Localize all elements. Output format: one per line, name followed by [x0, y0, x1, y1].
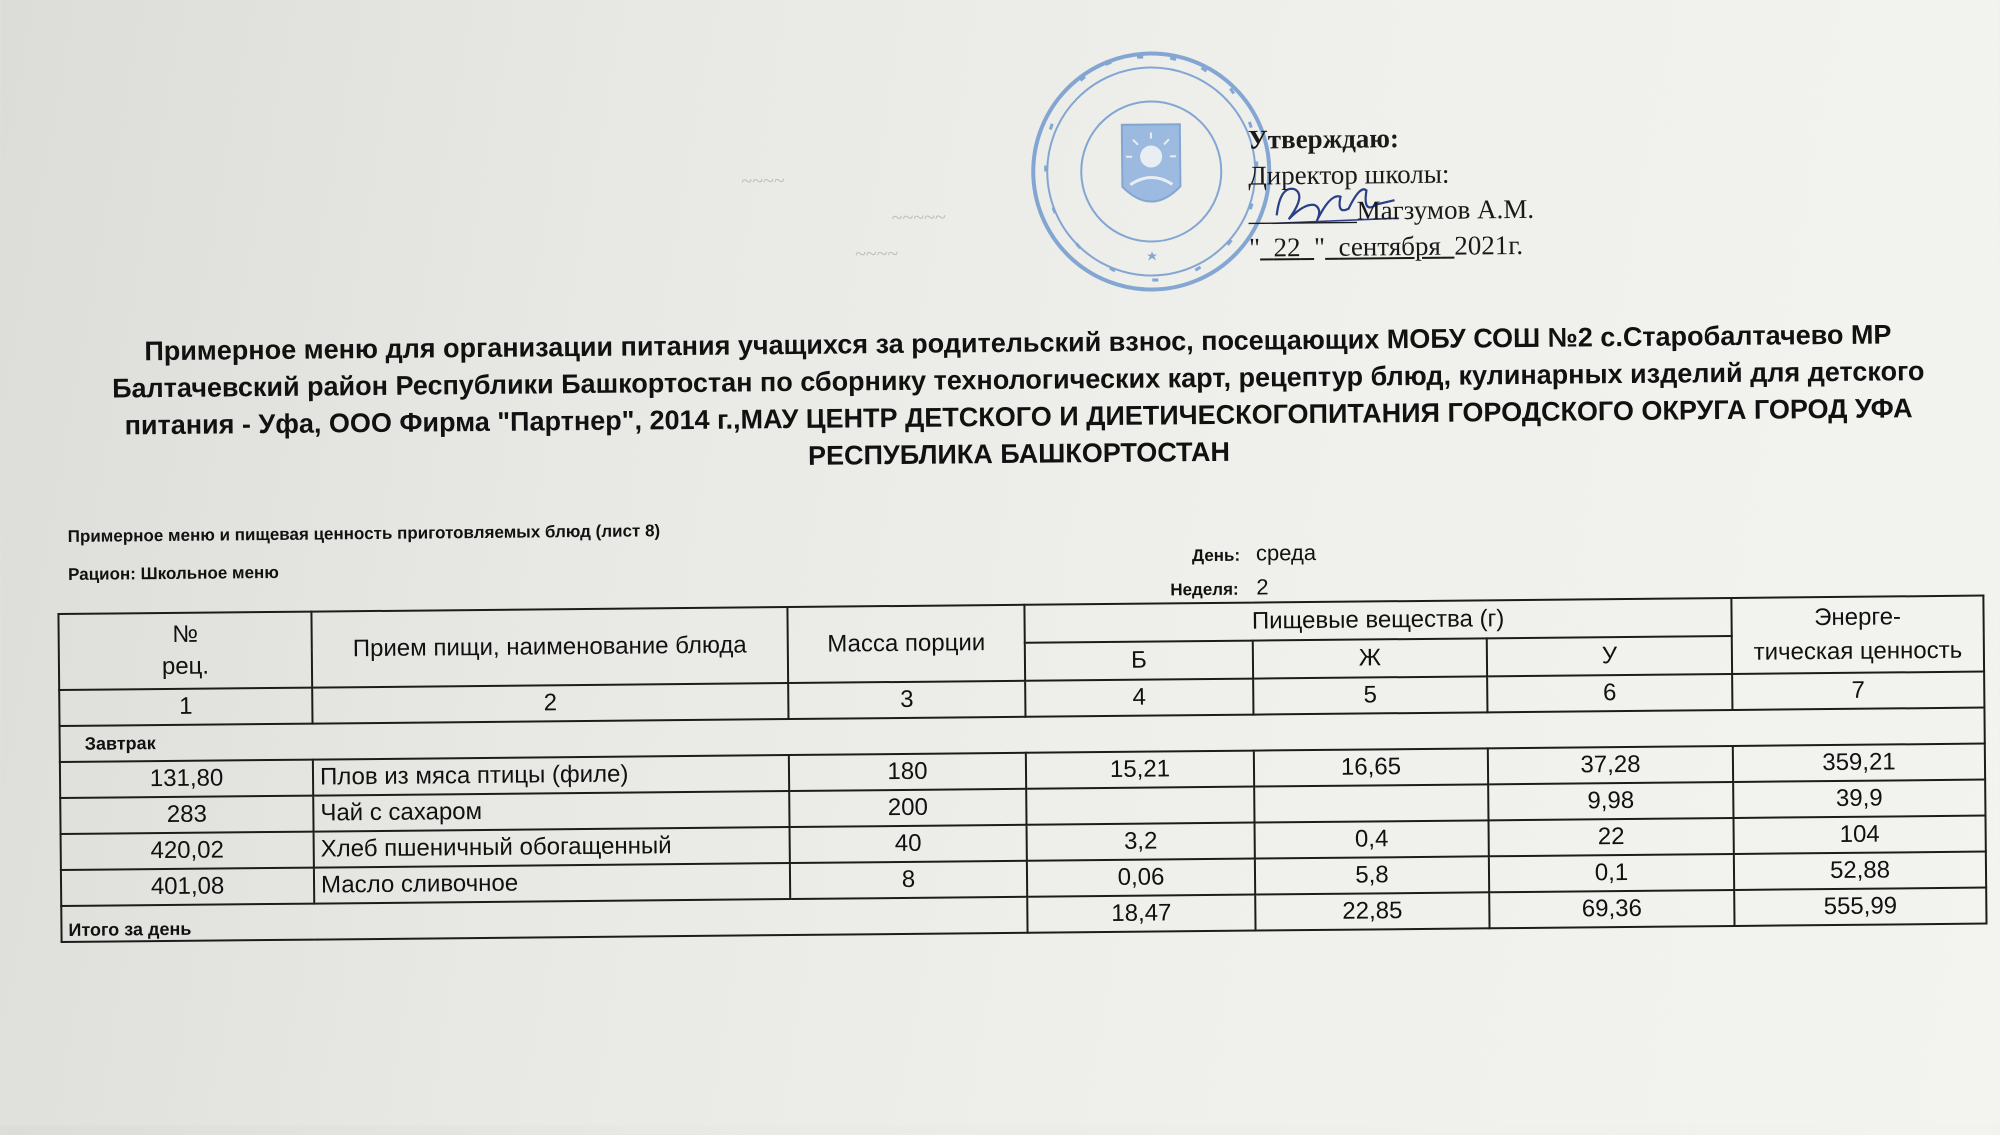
header-protein: Б	[1025, 641, 1253, 681]
carbs-cell: 0,1	[1489, 854, 1734, 892]
column-number: 4	[1025, 679, 1253, 717]
week-value: 2	[1256, 574, 1268, 600]
bleed-through-mark: ~~~~	[741, 170, 785, 193]
header-nutrients: Пищевые вещества (г)	[1024, 598, 1731, 643]
header-carbs: У	[1487, 636, 1732, 676]
date-open-quote: "	[1249, 232, 1260, 262]
dish-cell: Масло сливочное	[314, 863, 790, 904]
dish-cell: Чай с сахаром	[313, 791, 789, 832]
header-fat: Ж	[1253, 638, 1487, 678]
approval-block	[1248, 119, 1535, 266]
column-number: 6	[1487, 674, 1732, 712]
school-stamp	[1025, 45, 1277, 297]
bleed-through-mark: ~~~~	[855, 243, 899, 266]
portion-cell: 200	[789, 789, 1026, 827]
energy-cell: 359,21	[1733, 744, 1985, 782]
header-portion: Масса порции	[787, 605, 1025, 683]
portion-cell: 40	[790, 825, 1027, 863]
energy-cell: 39,9	[1733, 780, 1985, 818]
total-energy: 555,99	[1734, 888, 1986, 926]
protein-cell: 0,06	[1027, 859, 1255, 897]
column-number: 7	[1732, 672, 1984, 710]
approval-position: Директор школы:	[1248, 155, 1534, 194]
recipe-cell: 131,80	[60, 760, 313, 798]
carbs-cell: 9,98	[1488, 782, 1733, 820]
date-close-quote: "	[1314, 232, 1325, 262]
section-breakfast: Завтрак	[60, 708, 1985, 762]
bleed-through-mark: ~~~~~	[892, 207, 946, 231]
date-year: 2021г.	[1454, 230, 1523, 261]
total-carbs: 69,36	[1489, 890, 1734, 928]
day-value: среда	[1256, 540, 1316, 567]
column-number: 5	[1253, 676, 1487, 714]
fat-cell: 0,4	[1255, 820, 1489, 858]
approval-heading: Утверждаю:	[1248, 119, 1534, 158]
day-label: День:	[1192, 546, 1240, 566]
recipe-cell: 401,08	[61, 868, 314, 906]
fat-cell: 5,8	[1255, 856, 1489, 894]
energy-cell: 52,88	[1734, 852, 1986, 890]
total-protein: 18,47	[1027, 895, 1255, 933]
column-number: 2	[312, 683, 788, 724]
protein-cell	[1026, 787, 1254, 825]
column-number: 3	[788, 681, 1025, 719]
portion-cell: 8	[790, 861, 1027, 899]
date-month: сентября	[1325, 231, 1455, 262]
column-number: 1	[59, 688, 312, 726]
energy-cell: 104	[1734, 816, 1986, 854]
carbs-cell: 22	[1488, 818, 1733, 856]
carbs-cell: 37,28	[1488, 746, 1733, 784]
date-day: 22	[1260, 232, 1314, 263]
recipe-cell: 420,02	[61, 832, 314, 870]
approval-signature-line: ________Магзумов А.М.	[1248, 191, 1534, 230]
fat-cell	[1254, 784, 1488, 822]
fat-cell: 16,65	[1254, 748, 1488, 786]
total-fat: 22,85	[1255, 892, 1489, 930]
document-title: Примерное меню для организации питания учащихся за родительский взнос, посещающих МОБУ СОШ №2 с.Старобалтачево МР Балтачевский район Республики Башкортостан по сборнику технологических карт, рецептур блюд, кулинарных изделий для детского питания - Уфа, ООО Фирма "Партнер", 2014 г.,МАУ ЦЕНТР ДЕТСКОГО И ДИЕТИЧЕСКОГОПИТАНИЯ ГОРОДСКОГО ОКРУГА ГОРОД УФА РЕСПУБЛИКА БАШКОРТОСТАН	[88, 316, 1949, 482]
recipe-cell: 283	[60, 796, 313, 834]
ration-label: Рацион: Школьное меню	[68, 563, 279, 585]
dish-cell: Хлеб пшеничный обогащенный	[314, 827, 790, 868]
total-label: Итого за день	[61, 897, 1027, 942]
approval-date	[1249, 227, 1535, 266]
sheet-caption: Примерное меню и пищевая ценность приготовляемых блюд (лист 8)	[68, 521, 661, 547]
header-dish: Прием пищи, наименование блюда	[311, 607, 788, 688]
header-energy: Энерге- тическая ценность	[1731, 596, 1984, 674]
protein-cell: 15,21	[1026, 751, 1254, 789]
protein-cell: 3,2	[1027, 823, 1255, 861]
menu-table	[57, 595, 1987, 943]
dish-cell: Плов из мяса птицы (филе)	[313, 755, 789, 796]
portion-cell: 180	[789, 753, 1026, 791]
week-label: Неделя:	[1170, 580, 1239, 601]
header-recipe-no: № рец.	[58, 612, 312, 690]
